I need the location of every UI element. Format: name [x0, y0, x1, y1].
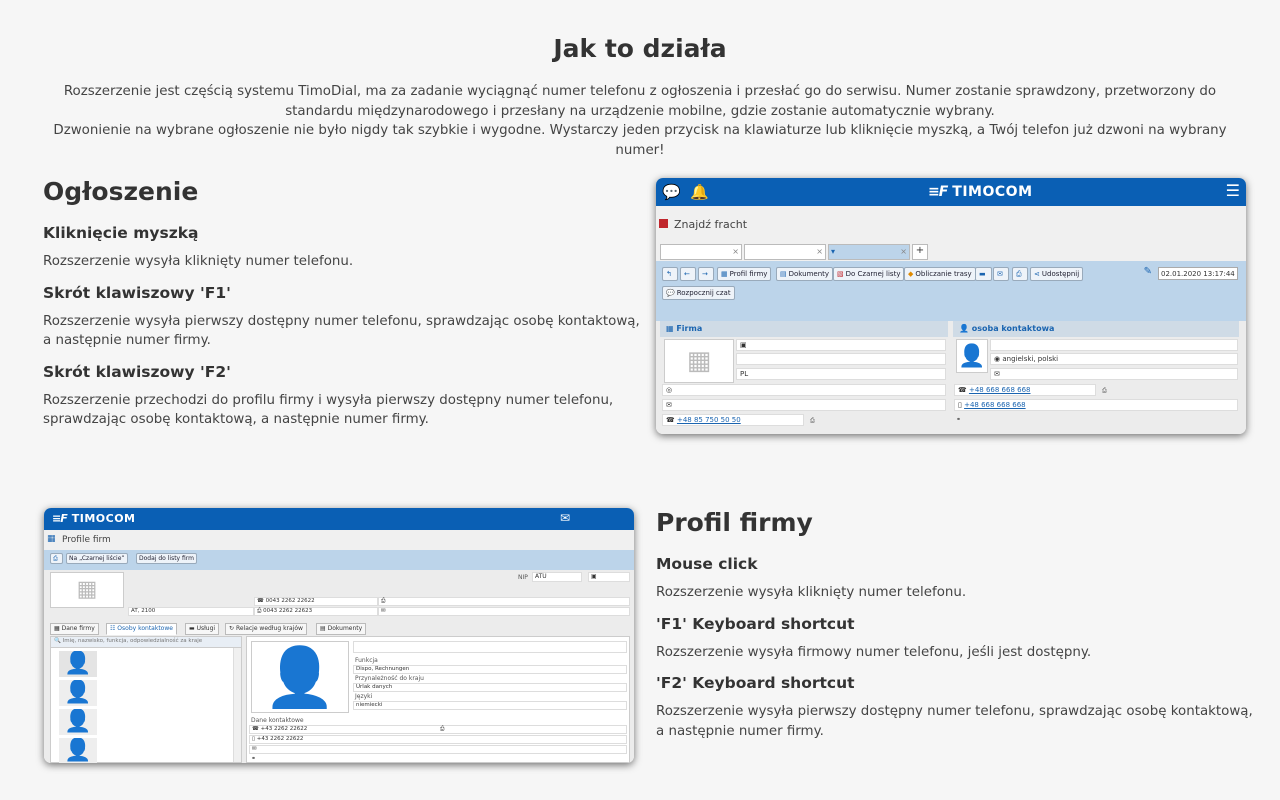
- menu-icon: ☰: [1225, 181, 1240, 200]
- function-label: Funkcja: [355, 657, 378, 664]
- feature-heading: Mouse click: [656, 555, 758, 573]
- mail-icon: ✉: [666, 401, 672, 409]
- mail-icon: ✉: [560, 511, 571, 525]
- building-icon: ▦: [54, 625, 62, 632]
- globe-icon: ◎: [666, 386, 673, 394]
- tab-contacts: ☷ Osoby kontaktowe: [106, 623, 177, 635]
- id-icon: ▣: [740, 341, 747, 349]
- timocom-logo: ≡F TIMOCOM: [928, 184, 1033, 200]
- truck-icon: ▬: [979, 270, 986, 278]
- phone-icon: ☎: [666, 416, 677, 424]
- contact-avatar: 👤: [59, 709, 97, 735]
- contact-avatar: 👤: [59, 738, 97, 763]
- contact-phone: ☎ +43 2262 22622 ⎙: [249, 725, 627, 734]
- languages-label: Języki: [355, 693, 373, 700]
- country-field: PL: [736, 368, 946, 380]
- speech-icon: ◉: [994, 355, 1003, 363]
- offer-details: [656, 321, 1246, 434]
- scrollbar: [233, 648, 241, 762]
- prev-button: [680, 267, 696, 281]
- section-profil-firmy: [656, 508, 1256, 753]
- fax-icon: ⎙: [381, 598, 386, 604]
- contact-details: [246, 636, 630, 763]
- search-input: 🔍 Imię, nazwisko, funkcja, odpowiedzialność za kraje: [51, 637, 241, 648]
- feature-text: Rozszerzenie wysyła firmowy numer telefonu, jeśli jest dostępny.: [656, 644, 1092, 660]
- feature-text: Rozszerzenie wysyła pierwszy dostępny numer telefonu, sprawdzając osobę kontaktową, a następnie numer firmy.: [656, 704, 1253, 739]
- phone-field: ☎ 0043 2262 22622: [254, 597, 378, 606]
- contact-fax: ▯ +43 2262 22622: [249, 735, 627, 744]
- arrow-left-icon: ←: [684, 270, 690, 278]
- refresh-icon: ↻: [229, 625, 236, 632]
- contact-phone: ☎ +48 668 668 668: [954, 384, 1096, 396]
- add-tab-button: +: [912, 244, 928, 260]
- link-icon: ⚭: [956, 416, 962, 423]
- id-icon: ▣: [591, 573, 597, 580]
- app-topbar: [656, 178, 1246, 206]
- feature-heading: 'F2' Keyboard shortcut: [656, 674, 855, 692]
- truck-button: [975, 267, 992, 281]
- mail-icon: ✉: [997, 270, 1003, 278]
- route-icon: ◆: [908, 270, 914, 278]
- fax-icon: ⎙: [440, 726, 445, 732]
- share-button: ⋖ Udostępnij: [1030, 267, 1083, 281]
- blacklist-icon: ▧: [837, 270, 844, 278]
- tab-services: ▬ Usługi: [185, 623, 219, 635]
- date-field: 02.01.2020 13:17:44: [1158, 267, 1238, 280]
- contact-avatar: 👤: [59, 651, 97, 677]
- company-profile-screenshot: [44, 508, 634, 763]
- tab: [744, 244, 826, 260]
- feature-heading: Skrót klawiszowy 'F1': [43, 283, 231, 302]
- intro-paragraph-2: Dzwonienie na wybrane ogłoszenie nie było nigdy tak szybkie i wygodne. Wystarczy jeden przycisk na klawiaturze lub kliknięcie myszką, a Twój telefon już dzwoni na wybrany numer!: [53, 123, 1227, 158]
- page-title: Jak to działa: [553, 34, 727, 63]
- building-icon: ▦: [47, 534, 56, 544]
- tab: [660, 244, 742, 260]
- link-icon: ⚭: [251, 755, 257, 762]
- contacts-list: [50, 636, 242, 763]
- user-icon: 👤: [959, 324, 972, 333]
- tab-company-data: ▦ Dane firmy: [50, 623, 99, 635]
- contacts-icon: ☷: [110, 625, 118, 632]
- phone-icon: ☎: [257, 598, 266, 604]
- search-icon: 🔍: [54, 638, 63, 644]
- freight-icon: [659, 219, 668, 228]
- mail-icon: ✉: [994, 370, 1000, 378]
- contact-photo: 👤: [251, 641, 349, 713]
- company-field: [736, 353, 946, 365]
- intro-paragraph-1: Rozszerzenie jest częścią systemu TimoDial, ma za zadanie wyciągnąć numer telefonu z ogłoszenia i przesłać go do serwisu. Numer zostanie sprawdzony, przetworzony do standardu międzynarodowego i przesłany na urządzenie mobilne, gdzie zostanie automatycznie wybrany.: [63, 84, 1217, 119]
- back-button: [662, 267, 678, 281]
- responsibility-value: Urlak danych: [353, 683, 627, 692]
- feature-heading: 'F1' Keyboard shortcut: [656, 614, 855, 633]
- page-label: Profile firm: [62, 535, 111, 545]
- address-field: AT, 2100: [128, 607, 254, 616]
- company-phone: ☎ +48 85 750 50 50: [662, 414, 804, 426]
- feature-text: Rozszerzenie wysyła kliknięty numer telefonu.: [43, 254, 354, 269]
- fax-icon: ⎙: [810, 417, 815, 424]
- company-profile-body: [44, 570, 634, 763]
- building-icon: ▦: [721, 270, 728, 278]
- phone-icon: ☎: [252, 726, 261, 732]
- mail-icon: ✉: [252, 746, 257, 752]
- print-button: [50, 553, 63, 564]
- contact-avatar: 👤: [59, 680, 97, 706]
- blacklist-button: Na „Czarnej liście”: [66, 553, 128, 564]
- contact-email: [249, 745, 627, 754]
- contact-field: [990, 339, 1238, 351]
- company-field: [378, 597, 630, 606]
- function-value: Dispo, Rechnungen: [353, 665, 627, 674]
- fax-icon: ⎙: [1102, 387, 1107, 394]
- document-icon: ▤: [320, 625, 328, 632]
- app-topbar: [44, 508, 634, 530]
- share-icon: ⋖: [1034, 270, 1040, 278]
- feature-text: Rozszerzenie wysyła kliknięty numer telefonu.: [656, 585, 967, 600]
- add-to-list-button: Dodaj do listy firm: [136, 553, 197, 564]
- section-title: Profil firmy: [656, 508, 813, 537]
- company-logo-placeholder: ▦: [664, 339, 734, 383]
- close-icon: ×: [900, 247, 907, 256]
- languages-value: niemiecki: [353, 701, 627, 710]
- start-chat-button: 💬 Rozpocznij czat: [662, 286, 735, 300]
- phone-icon: ☎: [958, 386, 969, 394]
- tab-strip: [656, 244, 1246, 261]
- documents-button: ▤ Dokumenty: [776, 267, 833, 281]
- feature-heading: Skrót klawiszowy 'F2': [43, 362, 231, 381]
- languages-field: ◉ angielski, polski: [990, 353, 1238, 365]
- arrow-right-icon: →: [702, 270, 708, 278]
- blacklist-button: ▧ Do Czarnej listy: [833, 267, 904, 281]
- contact-name-field: [353, 641, 627, 653]
- company-profile-button: ▦ Profil firmy: [717, 267, 771, 281]
- responsibility-label: Przynależność do kraju: [355, 675, 424, 682]
- print-button: [1012, 267, 1028, 281]
- company-field: [662, 384, 946, 396]
- close-icon: ×: [816, 247, 823, 256]
- offer-screenshot: [656, 178, 1246, 434]
- truck-icon: ▬: [189, 625, 197, 632]
- id-field: [588, 572, 630, 582]
- page-header: [656, 206, 1246, 244]
- page-header: [44, 530, 634, 550]
- section-title: Ogłoszenie: [43, 177, 199, 206]
- company-panel-header: ▦ Firma: [660, 321, 948, 337]
- company-field: [662, 399, 946, 411]
- email-field: [378, 607, 630, 616]
- timocom-logo: ≡F TIMOCOM: [52, 512, 136, 525]
- route-button: ◆ Obliczanie trasy: [904, 267, 976, 281]
- fax-icon: ⎙: [257, 608, 264, 614]
- company-field: [736, 339, 946, 351]
- contact-data-label: Dane kontaktowe: [251, 717, 304, 724]
- action-toolbar: [44, 550, 634, 570]
- mail-icon: ✉: [381, 608, 386, 614]
- feature-text: Rozszerzenie wysyła pierwszy dostępny numer telefonu, sprawdzając osobę kontaktową, a następnie numer firmy.: [43, 313, 640, 348]
- feature-heading: Kliknięcie myszką: [43, 224, 199, 242]
- mobile-icon: ▯: [252, 736, 257, 742]
- building-icon: ▦: [666, 324, 677, 333]
- mail-button: [993, 267, 1009, 281]
- contact-mobile: ▯ +48 668 668 668: [954, 399, 1238, 411]
- nip-label: NIP: [518, 574, 528, 581]
- avatar: 👤: [956, 339, 988, 373]
- print-icon: ⎙: [1016, 270, 1022, 278]
- mobile-icon: ▯: [958, 401, 965, 409]
- nip-field: ATU: [532, 572, 582, 582]
- section-ogloszenie: [43, 177, 643, 442]
- intro-text: [40, 82, 1240, 160]
- feature-text: Rozszerzenie przechodzi do profilu firmy i wysyła pierwszy dostępny numer telefonu, sprawdzając osobę kontaktową, a następnie numer firmy.: [43, 392, 614, 427]
- bell-icon: 🔔: [690, 183, 709, 201]
- document-icon: ▤: [780, 270, 787, 278]
- company-logo-placeholder: ▦: [50, 572, 124, 608]
- contact-panel-header: 👤 osoba kontaktowa: [953, 321, 1239, 337]
- close-icon: ×: [732, 247, 739, 256]
- arrow-up-icon: ↰: [666, 270, 672, 278]
- tab-documents: ▤ Dokumenty: [316, 623, 366, 635]
- chevron-down-icon: ▾: [831, 247, 836, 256]
- pencil-icon: ✎: [1143, 266, 1152, 277]
- page-label: Znajdź fracht: [674, 218, 748, 231]
- next-button: [698, 267, 714, 281]
- tab-active: [828, 244, 910, 260]
- print-icon: ⎙: [53, 555, 58, 562]
- chat-icon: 💬: [662, 183, 681, 201]
- chat-icon: 💬: [666, 289, 675, 297]
- action-toolbar: [656, 261, 1246, 321]
- fax-field: ⎙ 0043 2262 22623: [254, 607, 378, 616]
- contact-field: [990, 368, 1238, 380]
- tab-country-relations: ↻ Relacje według krajów: [225, 623, 307, 635]
